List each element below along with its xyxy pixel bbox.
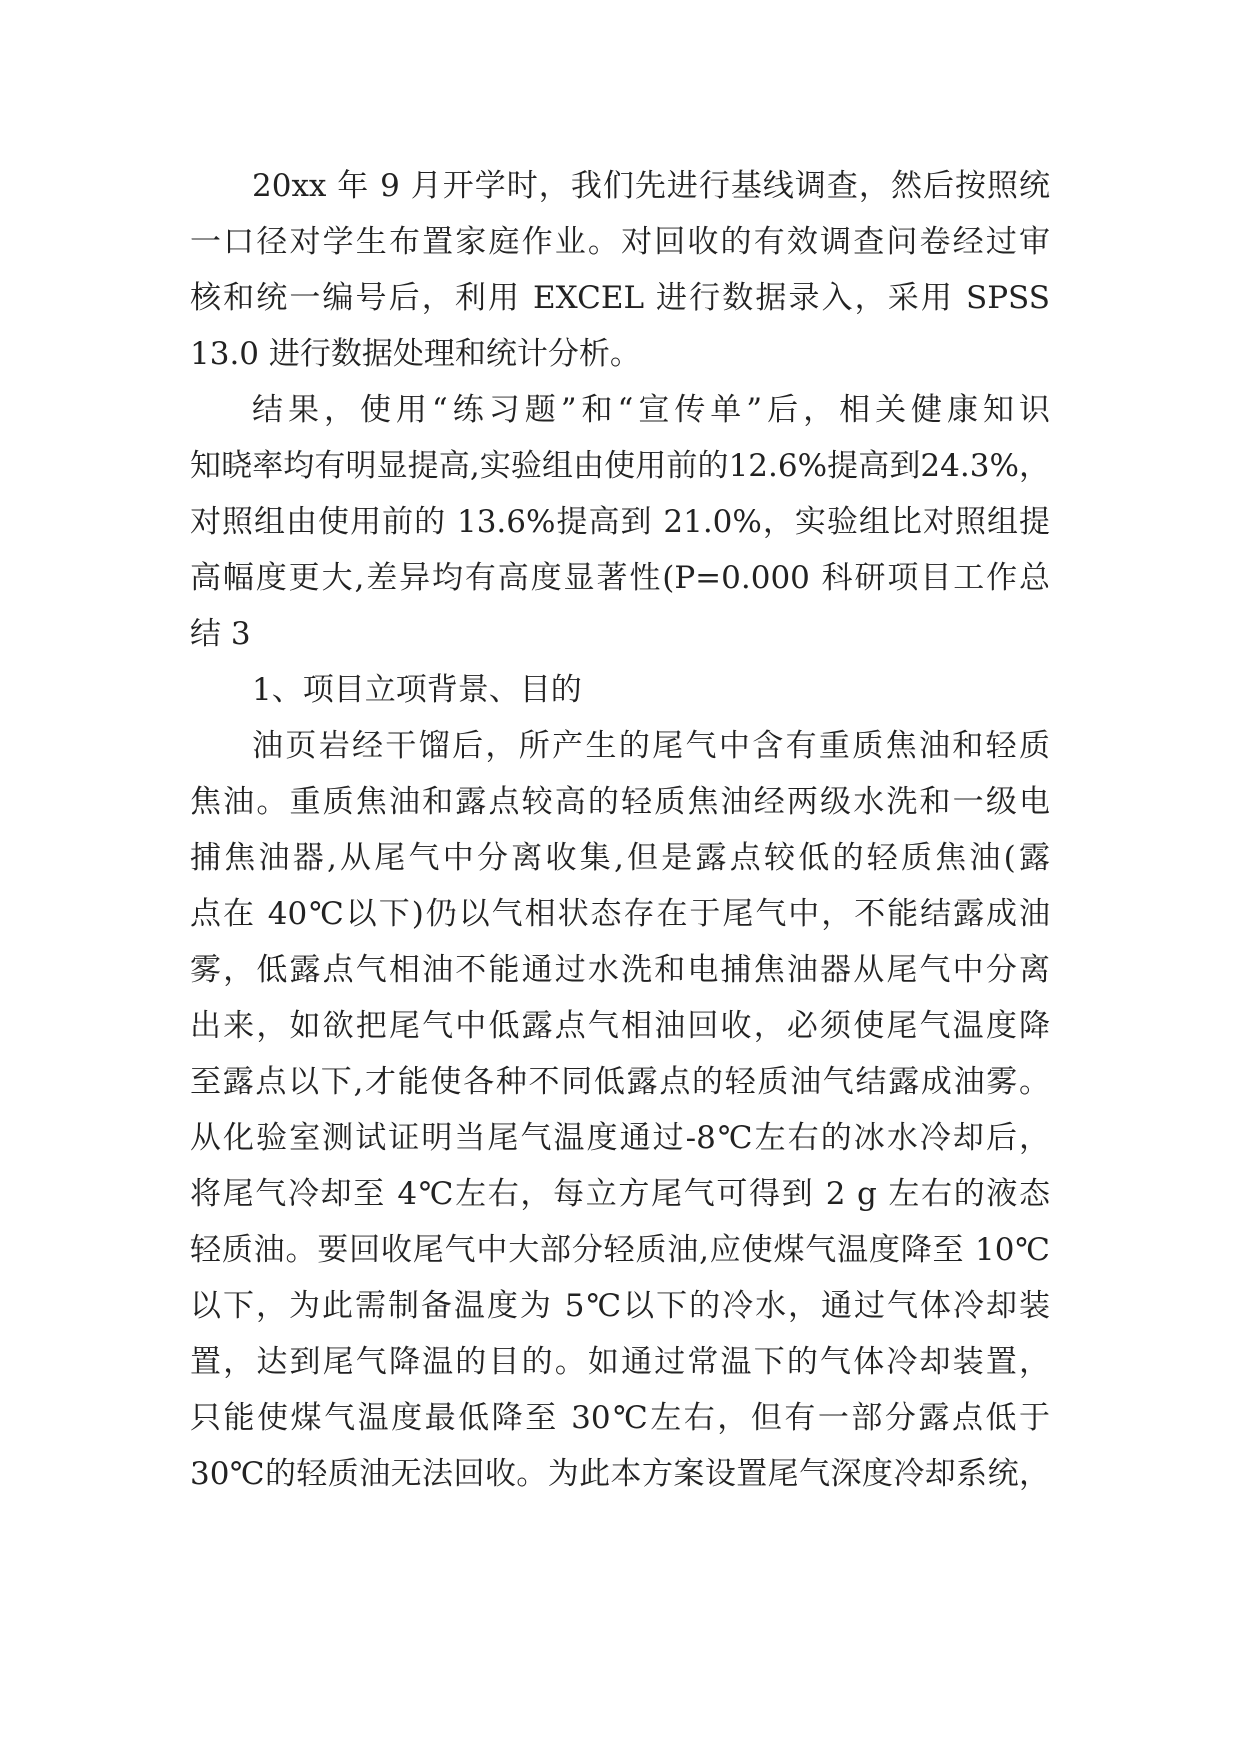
- text-line: 13.0 进行数据处理和统计分析。: [190, 336, 641, 372]
- text-line: 焦油。重质焦油和露点较高的轻质焦油经两级水洗和一级电: [190, 784, 1050, 820]
- text-line: 雾，低露点气相油不能通过水洗和电捕焦油器从尾气中分离: [190, 952, 1050, 988]
- text-line: 结果，使用“练习题”和“宣传单”后，相关健康知识: [252, 392, 1050, 428]
- text-line: 点在 40℃以下)仍以气相状态存在于尾气中，不能结露成油: [190, 896, 1050, 932]
- text-line: 30℃的轻质油无法回收。为此本方案设置尾气深度冷却系统，: [190, 1456, 1050, 1492]
- text-line: 高幅度更大,差异均有高度显著性(P=0.000 科研项目工作总: [190, 560, 1050, 596]
- text-line: 以下，为此需制备温度为 5℃以下的冷水，通过气体冷却装: [190, 1288, 1050, 1324]
- text-line: 轻质油。要回收尾气中大部分轻质油,应使煤气温度降至 10℃: [190, 1232, 1050, 1268]
- text-line: 一口径对学生布置家庭作业。对回收的有效调查问卷经过审: [190, 224, 1050, 260]
- text-line: 20xx 年 9 月开学时，我们先进行基线调查，然后按照统: [252, 168, 1050, 204]
- text-line: 油页岩经干馏后，所产生的尾气中含有重质焦油和轻质: [252, 728, 1050, 764]
- text-line: 将尾气冷却至 4℃左右，每立方尾气可得到 2 g 左右的液态: [190, 1176, 1050, 1212]
- text-line: 出来，如欲把尾气中低露点气相油回收，必须使尾气温度降: [190, 1008, 1050, 1044]
- text-line: 对照组由使用前的 13.6%提高到 21.0%，实验组比对照组提: [190, 504, 1050, 540]
- text-line: 从化验室测试证明当尾气温度通过-8℃左右的冰水冷却后，: [190, 1120, 1050, 1156]
- text-line: 捕焦油器,从尾气中分离收集,但是露点较低的轻质焦油(露: [190, 840, 1050, 876]
- text-line: 知晓率均有明显提高,实验组由使用前的12.6%提高到24.3%，: [190, 448, 1050, 484]
- text-line: 置，达到尾气降温的目的。如通过常温下的气体冷却装置，: [190, 1344, 1050, 1380]
- text-line: 结 3: [190, 616, 251, 652]
- text-line: 核和统一编号后，利用 EXCEL 进行数据录入，采用 SPSS: [190, 280, 1050, 316]
- text-line: 只能使煤气温度最低降至 30℃左右，但有一部分露点低于: [190, 1400, 1050, 1436]
- text-line: 至露点以下,才能使各种不同低露点的轻质油气结露成油雾。: [190, 1064, 1050, 1100]
- section-heading: 1、项目立项背景、目的: [252, 672, 582, 708]
